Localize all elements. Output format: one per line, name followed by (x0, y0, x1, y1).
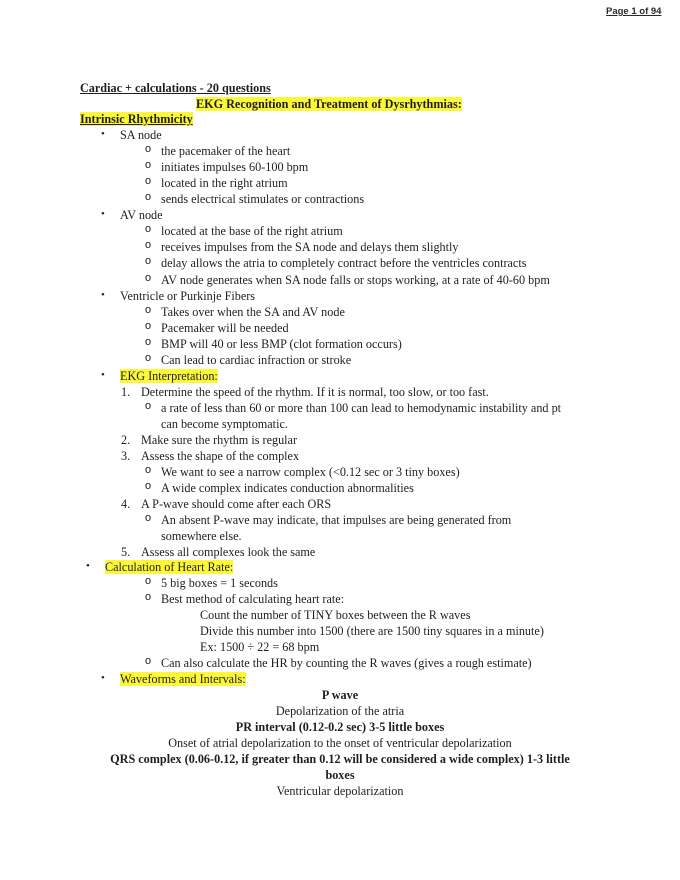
av-node-label: AV node (120, 208, 163, 222)
waveform-line: PR interval (0.12-0.2 sec) 3-5 little boxes (235, 720, 445, 734)
step-text: Assess all complexes look the same (141, 545, 316, 559)
bullet-icon: • (86, 560, 90, 572)
waveform-line: Onset of atrial depolarization to the onset of ventricular depolarization (168, 736, 512, 750)
circle-bullet-icon: o (145, 223, 152, 235)
waveform-line: boxes (325, 768, 355, 782)
circle-bullet-icon: o (145, 655, 152, 667)
list-item: BMP will 40 or less BMP (clot formation occurs) (161, 337, 402, 351)
list-item: located at the base of the right atrium (161, 224, 343, 238)
waveform-line: P wave (321, 688, 359, 702)
circle-bullet-icon: o (145, 159, 152, 171)
ekg-interpretation-label: EKG Interpretation: (120, 369, 218, 383)
list-item: We want to see a narrow complex (<0.12 sec or 3 tiny boxes) (161, 465, 460, 479)
circle-bullet-icon: o (145, 575, 152, 587)
step-number: 1. (121, 385, 131, 399)
waveforms-label: Waveforms and Intervals: (120, 672, 246, 686)
waveform-line: QRS complex (0.06-0.12, if greater than 0.12 will be considered a wide complex) 1-3 little (110, 752, 570, 766)
waveform-line: Depolarization of the atria (275, 704, 405, 718)
circle-bullet-icon: o (145, 464, 152, 476)
list-item: AV node generates when SA node falls or stops working, at a rate of 40-60 bpm (161, 273, 550, 287)
waveform-line: Ventricular depolarization (276, 784, 404, 798)
list-item: Best method of calculating heart rate: (161, 592, 345, 606)
list-item: the pacemaker of the heart (161, 144, 291, 158)
circle-bullet-icon: o (145, 512, 152, 524)
bullet-icon: • (101, 672, 105, 684)
step-text: A P-wave should come after each ORS (141, 497, 332, 511)
list-item: 5 big boxes = 1 seconds (161, 576, 278, 590)
step-number: 5. (121, 545, 131, 559)
list-item-continuation: somewhere else. (161, 529, 242, 543)
heart-rate-label: Calculation of Heart Rate: (105, 560, 234, 574)
list-item: Can also calculate the HR by counting the R waves (gives a rough estimate) (161, 656, 532, 670)
list-item: a rate of less than 60 or more than 100 can lead to hemodynamic instability and pt (161, 401, 562, 415)
circle-bullet-icon: o (145, 352, 152, 364)
circle-bullet-icon: o (145, 239, 152, 251)
list-item: located in the right atrium (161, 176, 288, 190)
list-item: Pacemaker will be needed (161, 321, 289, 335)
list-item: initiates impulses 60-100 bpm (161, 160, 309, 174)
subsection-title: Intrinsic Rhythmicity (80, 112, 193, 126)
circle-bullet-icon: o (145, 480, 152, 492)
step-number: 2. (121, 433, 131, 447)
circle-bullet-icon: o (145, 191, 152, 203)
doc-heading: Cardiac + calculations - 20 questions (80, 81, 271, 95)
step-text: Make sure the rhythm is regular (141, 433, 298, 447)
method-line: Count the number of TINY boxes between the R waves (200, 608, 471, 622)
page-indicator: Page 1 of 94 (606, 6, 662, 17)
step-text: Assess the shape of the complex (141, 449, 300, 463)
section-title: EKG Recognition and Treatment of Dysrhythmias: (196, 97, 462, 111)
list-item: Can lead to cardiac infraction or stroke (161, 353, 352, 367)
list-item: sends electrical stimulates or contractions (161, 192, 365, 206)
bullet-icon: • (101, 289, 105, 301)
circle-bullet-icon: o (145, 272, 152, 284)
circle-bullet-icon: o (145, 143, 152, 155)
step-text: Determine the speed of the rhythm. If it is normal, too slow, or too fast. (141, 385, 489, 399)
list-item-continuation: can become symptomatic. (161, 417, 288, 431)
bullet-icon: • (101, 208, 105, 220)
step-number: 3. (121, 449, 131, 463)
method-line: Ex: 1500 ÷ 22 = 68 bpm (200, 640, 320, 654)
sa-node-label: SA node (120, 128, 162, 142)
circle-bullet-icon: o (145, 400, 152, 412)
list-item: Takes over when the SA and AV node (161, 305, 345, 319)
circle-bullet-icon: o (145, 175, 152, 187)
circle-bullet-icon: o (145, 591, 152, 603)
method-line: Divide this number into 1500 (there are 1500 tiny squares in a minute) (200, 624, 544, 638)
circle-bullet-icon: o (145, 255, 152, 267)
circle-bullet-icon: o (145, 304, 152, 316)
list-item: receives impulses from the SA node and delays them slightly (161, 240, 459, 254)
circle-bullet-icon: o (145, 336, 152, 348)
step-number: 4. (121, 497, 131, 511)
list-item: A wide complex indicates conduction abnormalities (161, 481, 414, 495)
list-item: delay allows the atria to completely contract before the ventricles contracts (161, 256, 527, 270)
bullet-icon: • (101, 128, 105, 140)
circle-bullet-icon: o (145, 320, 152, 332)
ventricle-label: Ventricle or Purkinje Fibers (120, 289, 256, 303)
bullet-icon: • (101, 369, 105, 381)
list-item: An absent P-wave may indicate, that impulses are being generated from (161, 513, 512, 527)
